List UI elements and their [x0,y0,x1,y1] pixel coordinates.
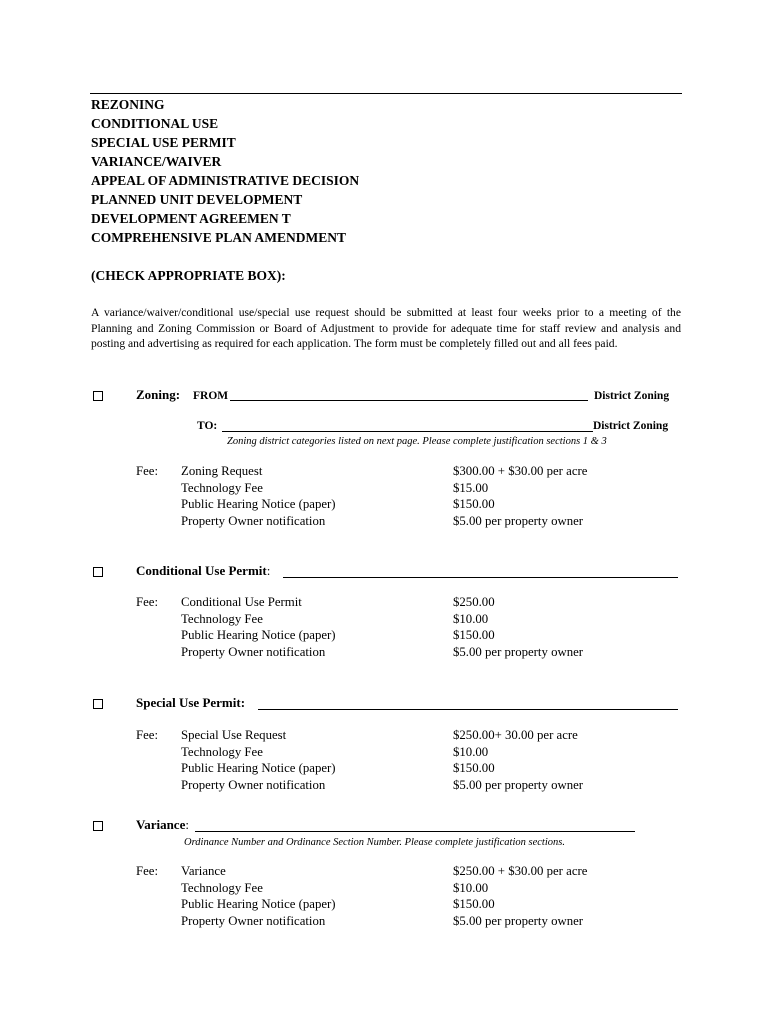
fee-amount: $10.00 [453,611,489,626]
heading-comprehensive-plan-amendment: COMPREHENSIVE PLAN AMENDMENT [91,230,347,245]
fee-item: Technology Fee [181,611,263,626]
fee-item: Technology Fee [181,744,263,759]
fee-amount: $5.00 per property owner [453,513,584,528]
fee-amount: $150.00 [453,897,495,911]
conditional-use-fee-items [181,594,336,660]
fee-item: Technology Fee [181,880,263,895]
intro-paragraph: A variance/waiver/conditional use/special use request should be submitted at least four weeks prior to a meeting of the Planning and Zoning Commission or Board of Adjustment to provide for adequate time for staff review and analysis and posting and advertising as required for each application. The form must be completely filled out and all fees paid. [91,306,681,350]
conditional-use-label: Conditional Use Permit: [136,563,271,578]
fee-amount: $250.00 + $30.00 per acre [453,864,588,878]
fee-item: Property Owner notification [181,644,326,659]
fee-amount: $15.00 [453,480,489,495]
fee-amount: $150.00 [453,497,495,511]
fee-item: Conditional Use Permit [181,595,302,609]
fee-item: Public Hearing Notice (paper) [181,628,336,642]
fee-item: Technology Fee [181,480,263,495]
fee-amount: $5.00 per property owner [453,777,584,792]
zoning-to-suffix: District Zoning [593,420,669,432]
heading-development-agreement: DEVELOPMENT AGREEMEN T [91,211,291,226]
variance-checkbox[interactable] [93,821,103,831]
heading-planned-unit-development: PLANNED UNIT DEVELOPMENT [91,192,303,207]
zoning-fee-amounts [453,463,587,529]
zoning-from-field[interactable] [230,400,588,401]
variance-fee-label: Fee: [136,864,159,878]
special-use-field[interactable] [258,709,678,710]
variance-fee-items [181,863,336,929]
fee-amount: $300.00 + $30.00 per acre [453,464,588,478]
conditional-use-field[interactable] [283,577,678,578]
top-rule [90,93,682,94]
variance-note: Ordinance Number and Ordinance Section Number. Please complete justification sections. [184,837,565,848]
zoning-note: Zoning district categories listed on next page. Please complete justification sections 1 & 3 [227,436,607,447]
fee-item: Public Hearing Notice (paper) [181,761,336,775]
conditional-use-fee-amounts [453,594,583,660]
fee-item: Property Owner notification [181,513,326,528]
variance-label: Variance: [136,817,189,832]
special-use-fee-items [181,727,336,793]
fee-amount: $150.00 [453,761,495,775]
fee-item: Public Hearing Notice (paper) [181,897,336,911]
heading-variance-waiver: VARIANCE/WAIVER [91,154,222,169]
fee-amount: $150.00 [453,628,495,642]
fee-amount: $5.00 per property owner [453,644,584,659]
variance-field[interactable] [195,831,635,832]
fee-item: Property Owner notification [181,777,326,792]
special-use-label: Special Use Permit: [136,695,246,710]
fee-amount: $250.00 [453,595,495,609]
fee-item: Public Hearing Notice (paper) [181,497,336,511]
zoning-from-suffix: District Zoning [594,390,670,402]
zoning-to-field[interactable] [222,431,593,432]
zoning-to-label: TO: [197,420,218,432]
fee-amount: $10.00 [453,744,489,759]
fee-item: Zoning Request [181,464,263,478]
conditional-use-checkbox[interactable] [93,567,103,577]
heading-conditional-use: CONDITIONAL USE [91,116,219,131]
special-use-fee-amounts [453,727,583,793]
zoning-label: Zoning: [136,387,181,402]
heading-special-use-permit: SPECIAL USE PERMIT [91,135,236,150]
check-box-instruction: (CHECK APPROPRIATE BOX): [91,268,286,283]
zoning-fee-items [181,463,336,529]
conditional-use-fee-label: Fee: [136,595,159,609]
heading-appeal: APPEAL OF ADMINISTRATIVE DECISION [91,173,360,188]
special-use-checkbox[interactable] [93,699,103,709]
application-type-headings [91,95,359,247]
zoning-fee-label: Fee: [136,464,159,478]
zoning-from-label: FROM [193,390,229,402]
variance-fee-amounts [453,863,587,929]
fee-item: Special Use Request [181,728,287,742]
fee-item: Variance [181,864,226,878]
fee-amount: $10.00 [453,880,489,895]
fee-item: Property Owner notification [181,913,326,928]
special-use-fee-label: Fee: [136,728,159,742]
fee-amount: $250.00+ 30.00 per acre [453,728,578,742]
heading-rezoning: REZONING [91,97,165,112]
zoning-checkbox[interactable] [93,391,103,401]
fee-amount: $5.00 per property owner [453,913,584,928]
